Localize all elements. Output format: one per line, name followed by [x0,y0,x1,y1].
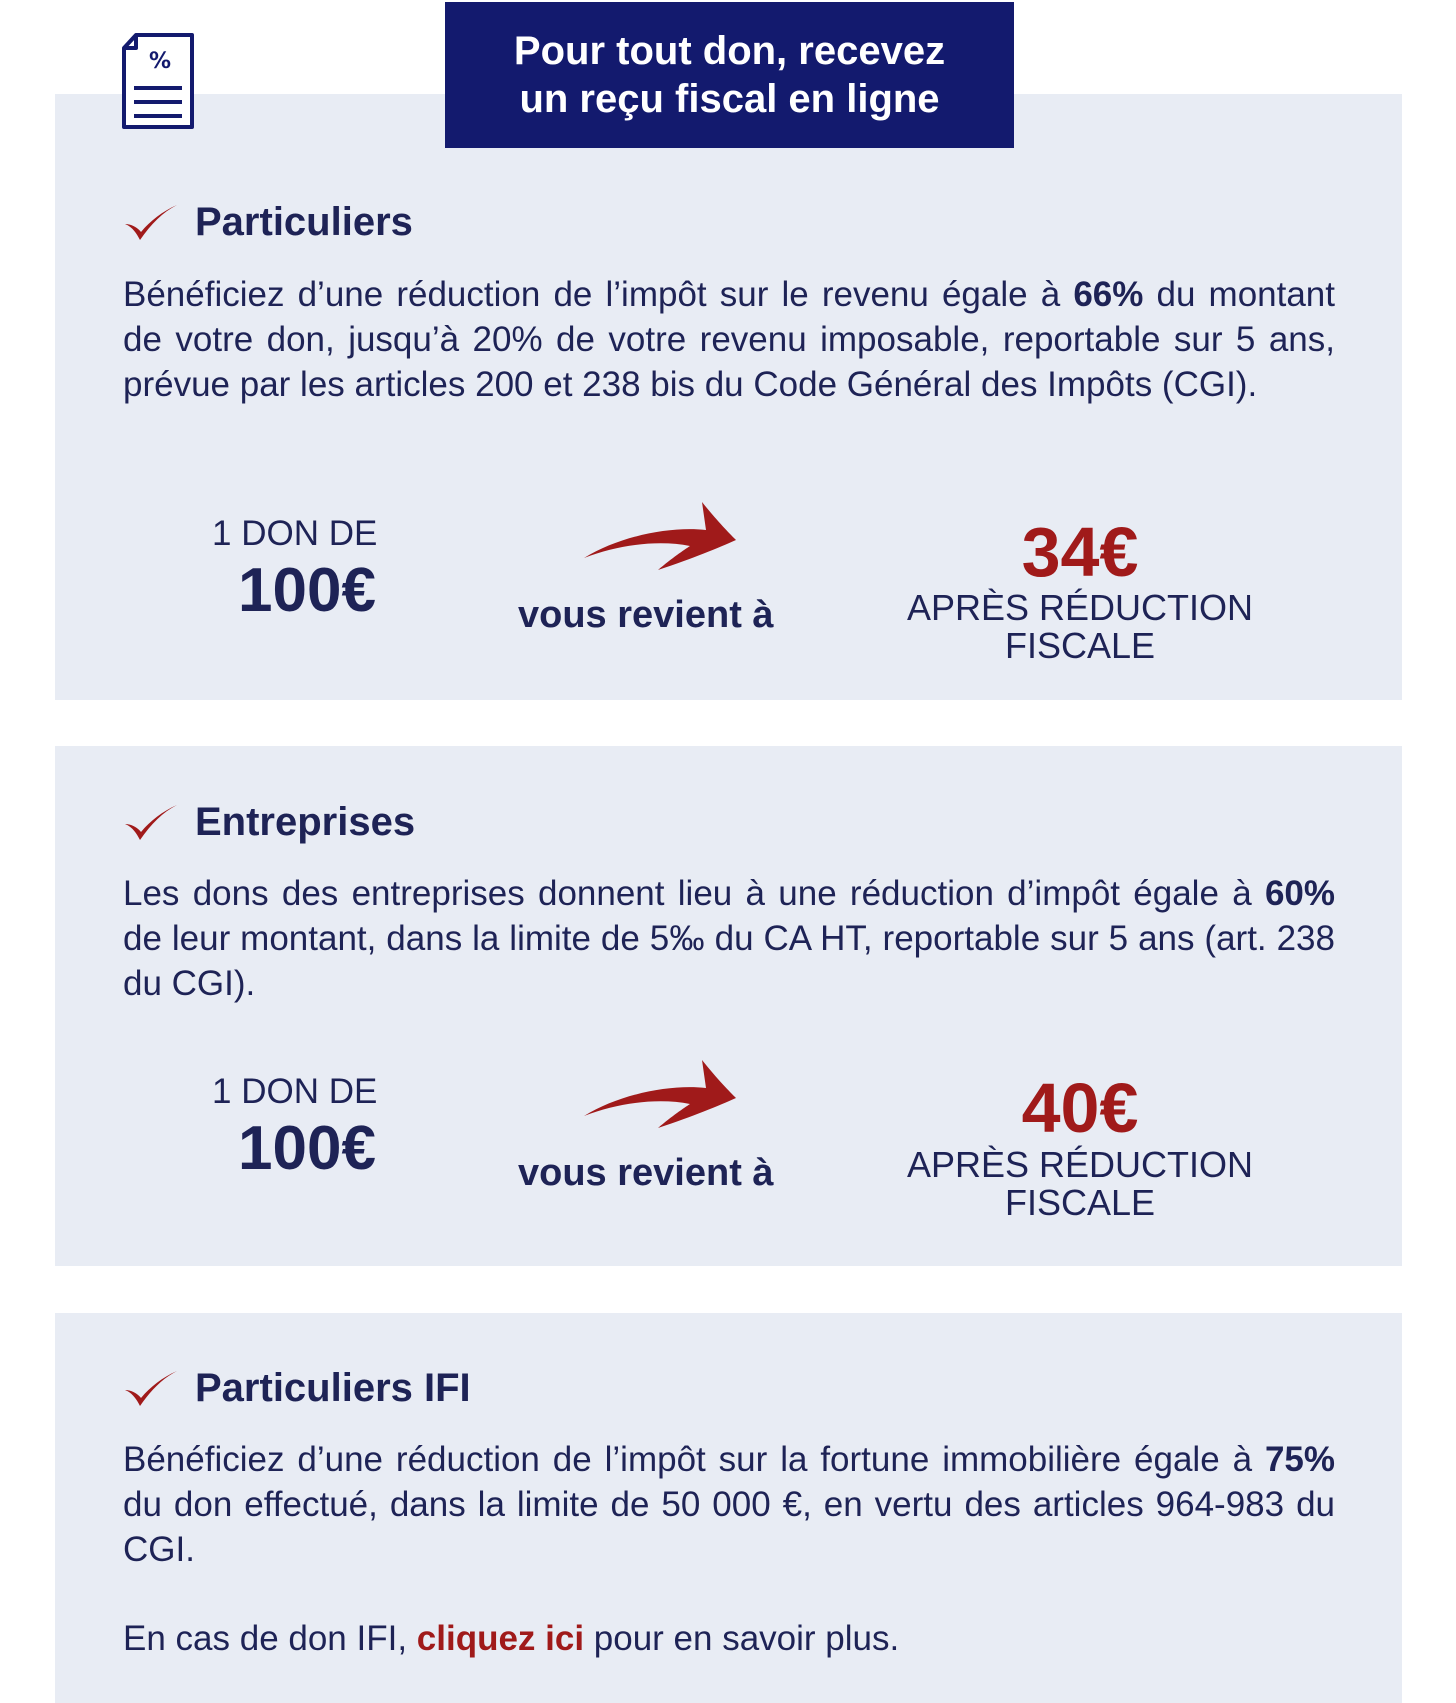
result-caption-line-1: APRÈS RÉDUCTION [906,1144,1254,1185]
entreprises-heading [123,800,415,845]
checkmark-icon [123,1368,179,1410]
entreprises-description [123,871,1335,1006]
ifi-title: Particuliers IFI [195,1366,471,1410]
particuliers-text-2: du montant de votre don, jusqu’à 20% de votre revenu imposable, reportable sur 5 ans, prévue par les articles 200 et 238 bis du Code Général des Impôts (CGI). [123,275,1335,404]
result-caption-line-1: APRÈS RÉDUCTION [906,587,1254,628]
result-caption [860,1146,1300,1222]
particuliers-description [123,272,1335,407]
banner-line-1: Pour tout don, recevez [513,29,946,73]
entreprises-rate: 60% [1264,874,1335,913]
checkmark-icon [123,202,179,244]
ifi-description [123,1437,1335,1572]
particuliers-title: Particuliers [195,200,413,244]
ifi-text-1: Bénéficiez d’une réduction de l’impôt sur la fortune immobilière égale à [123,1440,1265,1479]
result-amount: 40€ [1021,1069,1139,1147]
revient-label: vous revient à [518,1152,774,1194]
entreprises-text-2: de leur montant, dans la limite de 5‰ du CA HT, reportable sur 5 ans (art. 238 du CGI). [123,919,1335,1003]
result-amount: 34€ [1021,513,1139,591]
ifi-link-line [123,1616,1335,1661]
particuliers-text-1: Bénéficiez d’une réduction de l’impôt sur le revenu égale à [123,275,1074,314]
ifi-link-prefix: En cas de don IFI, [123,1619,417,1658]
checkmark-icon [123,802,179,844]
receipt-percent-icon [120,32,196,135]
ifi-text-2: du don effectué, dans la limite de 50 000 €, en vertu des articles 964-983 du CGI. [123,1485,1335,1569]
result-caption [860,589,1300,665]
particuliers-rate: 66% [1073,275,1144,314]
curved-arrow-icon [580,1058,740,1130]
ifi-more-info-link[interactable]: cliquez ici [416,1619,585,1658]
result-caption-line-2: FISCALE [1004,1182,1156,1223]
entreprises-title: Entreprises [195,800,416,844]
fiscal-receipt-banner [445,2,1014,148]
curved-arrow-icon [580,500,740,572]
svg-text:%: % [148,49,172,74]
banner-line-2: un reçu fiscal en ligne [519,77,940,121]
don-label: 1 DON DE [212,514,378,553]
result-caption-line-2: FISCALE [1004,625,1156,666]
revient-label: vous revient à [518,594,774,636]
ifi-link-suffix: pour en savoir plus. [584,1619,900,1658]
don-amount: 100€ [238,1114,376,1183]
don-label: 1 DON DE [212,1072,378,1111]
don-amount: 100€ [238,556,376,625]
entreprises-text-1: Les dons des entreprises donnent lieu à une réduction d’impôt égale à [123,874,1265,913]
ifi-heading [123,1366,471,1411]
ifi-rate: 75% [1264,1440,1335,1479]
particuliers-heading [123,200,413,245]
